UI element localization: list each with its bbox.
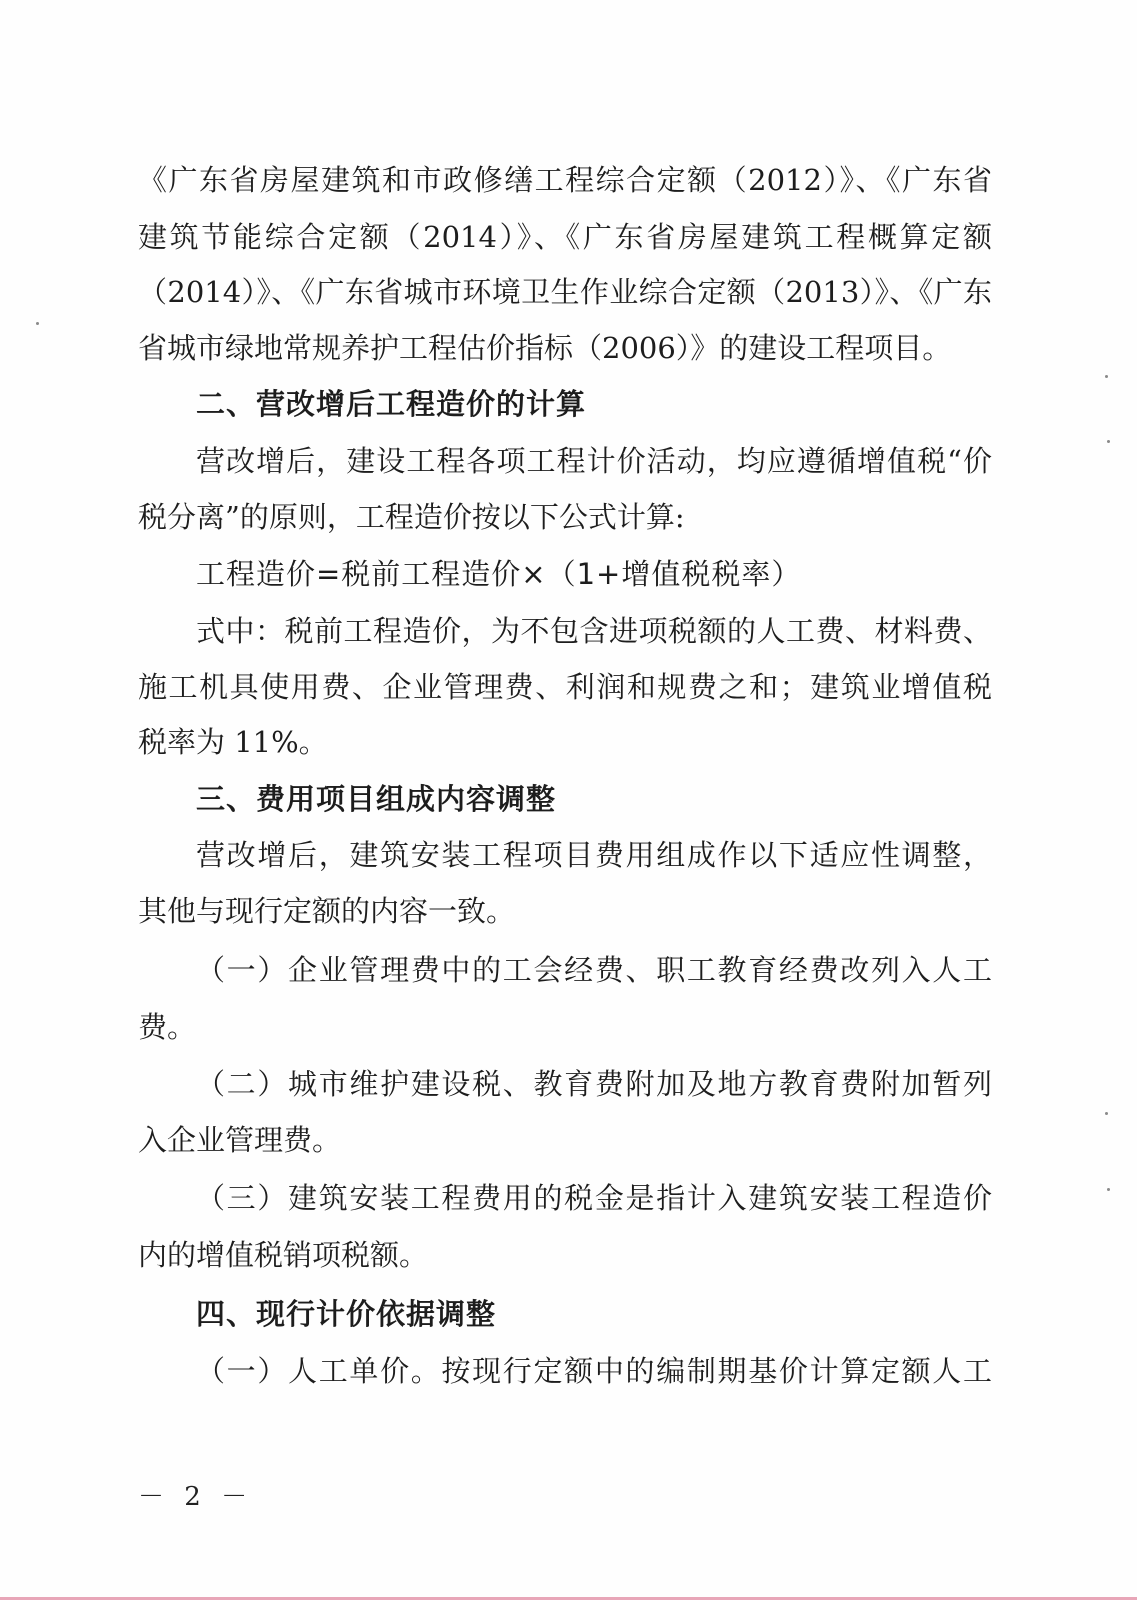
- body-text-line: 其他与现行定额的内容一致。: [138, 894, 516, 928]
- list-item-line: （二）城市维护建设税、教育费附加及地方教育费附加暂列: [196, 1067, 992, 1101]
- list-item-line: （一）人工单价。按现行定额中的编制期基价计算定额人工: [196, 1354, 992, 1388]
- formula-line: 工程造价=税前工程造价×（1+增值税税率）: [196, 557, 802, 591]
- list-item-line: 费。: [138, 1010, 197, 1044]
- list-item-line: 入企业管理费。: [138, 1123, 342, 1157]
- body-text-line: 建筑节能综合定额（2014）》、《广东省房屋建筑工程概算定额: [138, 220, 992, 254]
- section-heading: 二、营改增后工程造价的计算: [196, 387, 587, 421]
- body-text-line: 税率为 11%。: [138, 725, 328, 759]
- section-heading: 四、现行计价依据调整: [196, 1297, 497, 1331]
- body-text-line: 省城市绿地常规养护工程估价指标（2006）》的建设工程项目。: [138, 331, 952, 365]
- scan-speck: [1105, 375, 1108, 378]
- list-item-line: （一）企业管理费中的工会经费、职工教育经费改列入人工: [196, 953, 992, 987]
- body-text-line: 施工机具使用费、企业管理费、利润和规费之和；建筑业增值税: [138, 670, 992, 704]
- body-text-line: 营改增后，建筑安装工程项目费用组成作以下适应性调整，: [196, 838, 992, 872]
- body-text-line: 式中：税前工程造价，为不包含进项税额的人工费、材料费、: [196, 614, 992, 648]
- list-item-line: （三）建筑安装工程费用的税金是指计入建筑安装工程造价: [196, 1181, 992, 1215]
- scan-speck: [1107, 440, 1110, 443]
- scan-speck: [1105, 1112, 1108, 1115]
- list-item-line: 内的增值税销项税额。: [138, 1238, 429, 1272]
- body-text-line: （2014）》、《广东省城市环境卫生作业综合定额（2013）》、《广东: [138, 275, 992, 309]
- section-heading: 三、费用项目组成内容调整: [196, 782, 557, 816]
- body-text-line: 《广东省房屋建筑和市政修缮工程综合定额（2012）》、《广东省: [138, 163, 992, 197]
- body-text-line: 税分离”的原则，工程造价按以下公式计算:: [138, 500, 685, 534]
- scan-speck: [36, 322, 39, 325]
- body-text-line: 营改增后，建设工程各项工程计价活动，均应遵循增值税“价: [196, 444, 992, 478]
- scan-speck: [1107, 1188, 1110, 1191]
- page-number: － 2 －: [138, 1482, 254, 1512]
